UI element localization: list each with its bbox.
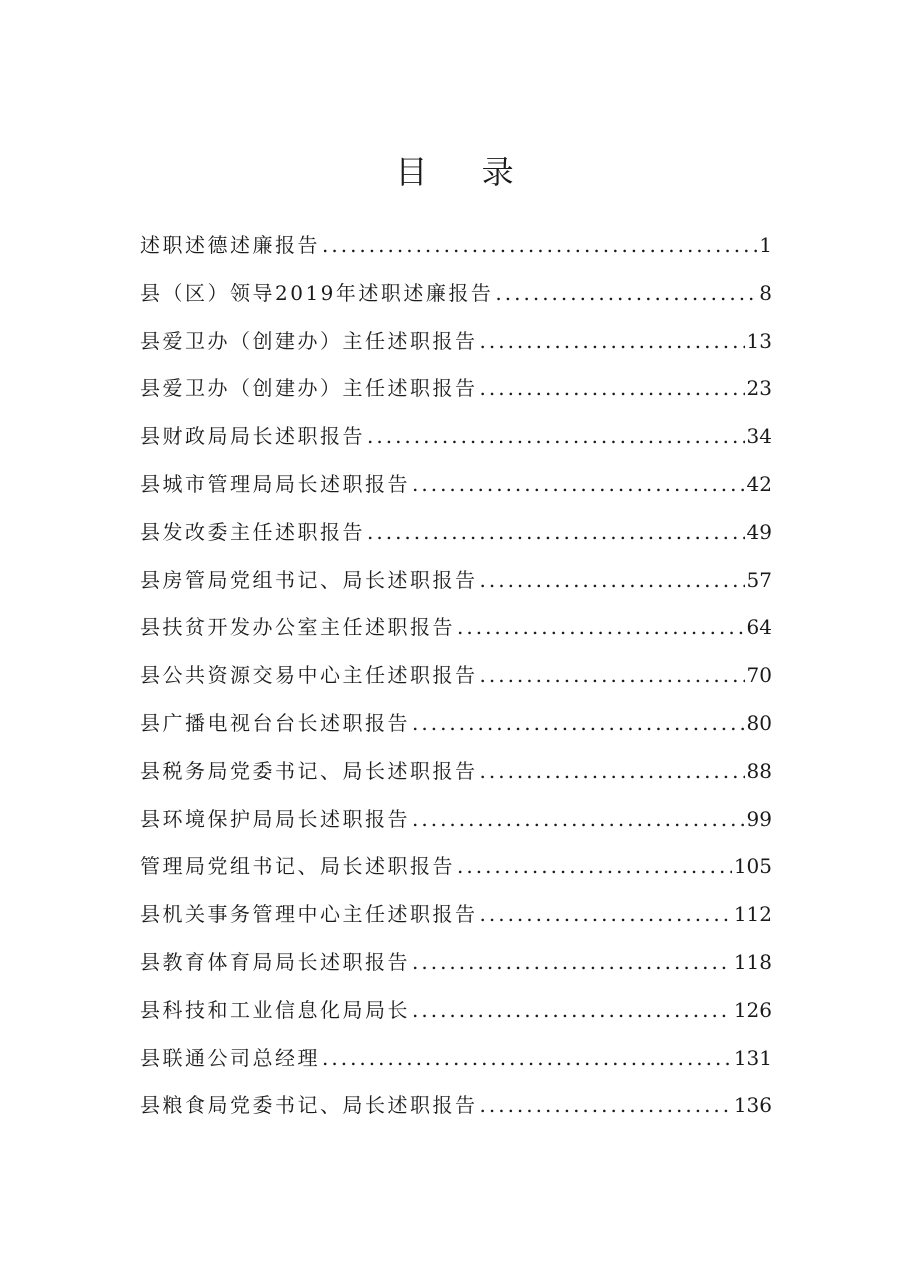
toc-entry[interactable] xyxy=(140,557,772,605)
toc-entry[interactable] xyxy=(140,1082,772,1130)
toc-entry-page: 34 xyxy=(746,424,772,449)
dot-leader xyxy=(457,843,732,891)
toc-entry-page: 99 xyxy=(746,806,772,831)
toc-entry-title: 县粮食局党委书记、局长述职报告 xyxy=(140,1093,478,1118)
toc-entry[interactable] xyxy=(140,652,772,700)
toc-entry-title: 县发改委主任述职报告 xyxy=(140,519,365,544)
dot-leader xyxy=(480,652,745,700)
toc-entry-page: 1 xyxy=(759,233,772,257)
toc-entry[interactable] xyxy=(140,748,772,796)
dot-leader xyxy=(480,318,745,366)
dot-leader xyxy=(367,413,745,461)
toc-entry[interactable] xyxy=(140,700,772,748)
toc-entry-page: 112 xyxy=(733,902,772,927)
toc-entry-title: 县扶贫开发办公室主任述职报告 xyxy=(140,615,455,640)
toc-entry[interactable] xyxy=(140,843,772,891)
toc-entry-page: 64 xyxy=(746,615,772,640)
toc-entry-page: 105 xyxy=(733,854,772,879)
toc-entry-title: 县房管局党组书记、局长述职报告 xyxy=(140,567,478,592)
toc-list xyxy=(140,222,772,1130)
toc-entry[interactable] xyxy=(140,1035,772,1083)
toc-entry-page: 23 xyxy=(746,376,772,401)
toc-entry-page: 80 xyxy=(746,710,772,735)
toc-entry[interactable] xyxy=(140,891,772,939)
dot-leader xyxy=(480,365,745,413)
toc-entry-title: 县教育体育局局长述职报告 xyxy=(140,949,410,974)
dot-leader xyxy=(367,509,745,557)
toc-entry-page: 49 xyxy=(746,519,772,544)
toc-entry-title: 县环境保护局局长述职报告 xyxy=(140,806,410,831)
toc-entry-page: 118 xyxy=(733,949,772,974)
toc-entry[interactable] xyxy=(140,509,772,557)
toc-entry-page: 136 xyxy=(733,1093,772,1118)
dot-leader xyxy=(457,604,745,652)
toc-entry-page: 57 xyxy=(746,567,772,592)
toc-entry-title: 县税务局党委书记、局长述职报告 xyxy=(140,758,478,783)
toc-entry-title: 县城市管理局局长述职报告 xyxy=(140,471,410,496)
toc-entry-title: 县科技和工业信息化局局长 xyxy=(140,997,410,1022)
dot-leader xyxy=(412,796,745,844)
dot-leader xyxy=(412,939,732,987)
toc-entry-title: 县爱卫办（创建办）主任述职报告 xyxy=(140,328,478,353)
toc-entry[interactable] xyxy=(140,413,772,461)
toc-entry-title: 县联通公司总经理 xyxy=(140,1045,320,1070)
toc-entry-title: 管理局党组书记、局长述职报告 xyxy=(140,854,455,879)
dot-leader xyxy=(480,748,745,796)
dot-leader xyxy=(412,461,745,509)
toc-entry[interactable] xyxy=(140,939,772,987)
toc-entry-page: 70 xyxy=(746,663,772,688)
toc-entry-title: 县财政局局长述职报告 xyxy=(140,424,365,449)
toc-entry[interactable] xyxy=(140,270,772,318)
dot-leader xyxy=(412,987,732,1035)
toc-entry-title: 述职述德述廉报告 xyxy=(140,233,320,257)
toc-entry-page: 131 xyxy=(733,1045,772,1070)
toc-entry-page: 126 xyxy=(733,997,772,1022)
toc-entry[interactable] xyxy=(140,604,772,652)
toc-entry-title: 县广播电视台台长述职报告 xyxy=(140,710,410,735)
dot-leader xyxy=(495,270,757,318)
dot-leader xyxy=(480,891,732,939)
toc-entry-title: 县机关事务管理中心主任述职报告 xyxy=(140,902,478,927)
toc-entry-page: 8 xyxy=(759,280,772,305)
toc-entry[interactable] xyxy=(140,461,772,509)
toc-entry[interactable] xyxy=(140,318,772,366)
dot-leader xyxy=(480,1082,732,1130)
dot-leader xyxy=(412,700,745,748)
toc-entry[interactable] xyxy=(140,222,772,270)
toc-entry[interactable] xyxy=(140,987,772,1035)
toc-entry-title: 县公共资源交易中心主任述职报告 xyxy=(140,663,478,688)
toc-entry[interactable] xyxy=(140,365,772,413)
dot-leader xyxy=(480,557,745,605)
dot-leader xyxy=(322,222,757,270)
toc-title: 目 录 xyxy=(395,153,536,191)
dot-leader xyxy=(322,1035,732,1083)
toc-entry[interactable] xyxy=(140,796,772,844)
toc-entry-page: 13 xyxy=(746,328,772,353)
toc-entry-title: 县爱卫办（创建办）主任述职报告 xyxy=(140,376,478,401)
toc-entry-title: 县（区）领导2019年述职述廉报告 xyxy=(140,280,494,305)
toc-entry-page: 42 xyxy=(746,471,772,496)
toc-entry-page: 88 xyxy=(746,758,772,783)
